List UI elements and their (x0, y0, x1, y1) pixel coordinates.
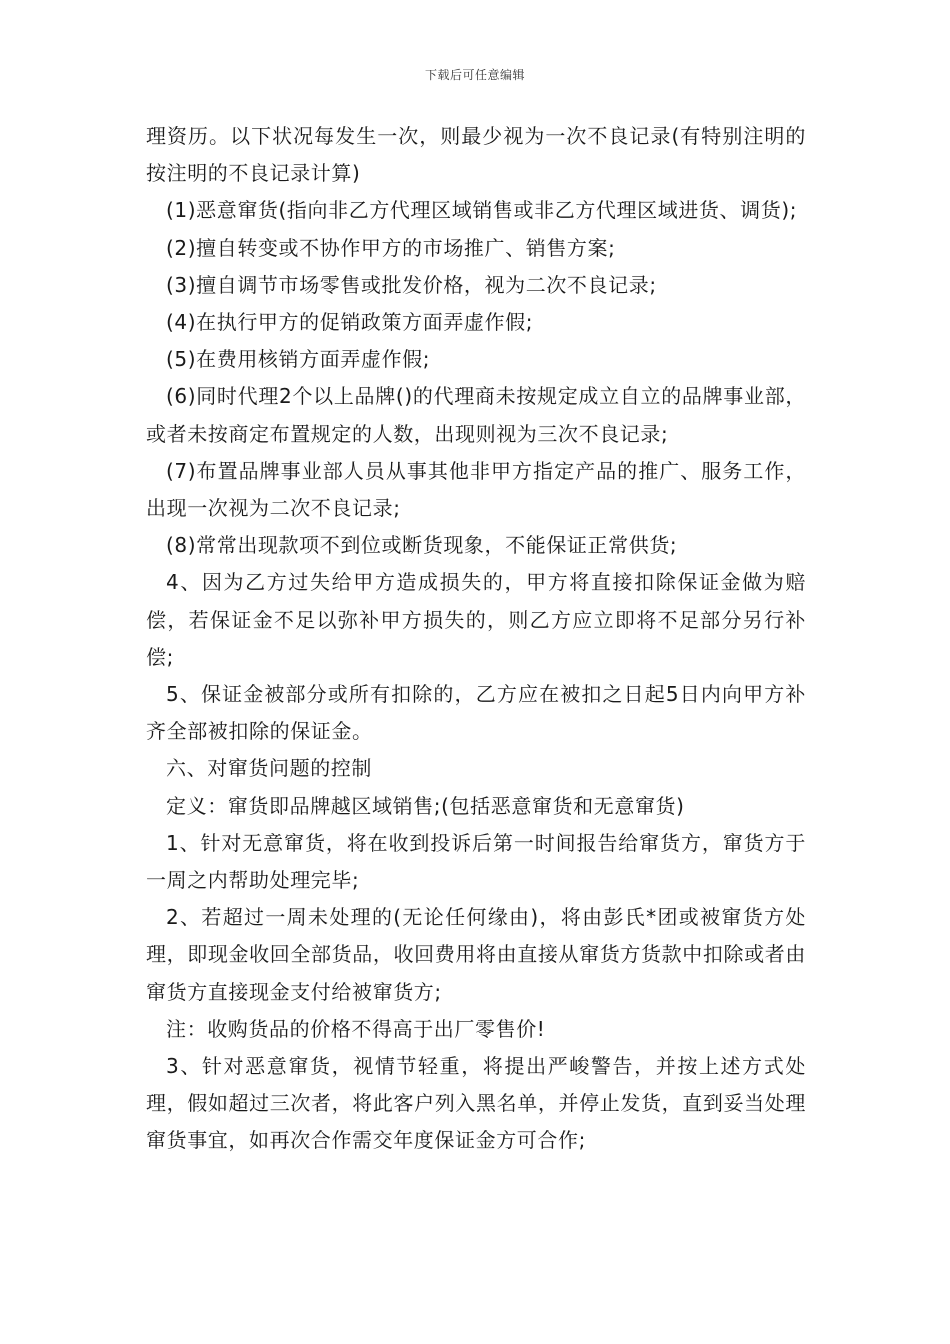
paragraph: 4、因为乙方过失给甲方造成损失的，甲方将直接扣除保证金做为赔偿，若保证金不足以弥补甲方损失的，则乙方应立即将不足部分另行补偿; (146, 570, 806, 669)
paragraph: 3、针对恶意窜货，视情节轻重，将提出严峻警告，并按上述方式处理，假如超过三次者，将此客户列入黑名单，并停止发货，直到妥当处理窜货事宜，如再次合作需交年度保证金方可合作; (146, 1054, 806, 1153)
paragraph: 定义：窜货即品牌越区域销售;(包括恶意窜货和无意窜货) (166, 793, 685, 818)
section-heading: 六、对窜货问题的控制 (166, 756, 372, 781)
paragraph: (8)常常出现款项不到位或断货现象，不能保证正常供货; (166, 533, 678, 558)
paragraph: 2、若超过一周未处理的(无论任何缘由)，将由彭氏*团或被窜货方处理，即现金收回全部货品，收回费用将由直接从窜货方货款中扣除或者由窜货方直接现金支付给被窜货方; (146, 905, 806, 1004)
page-header-note: 下载后可任意编辑 (424, 68, 525, 82)
paragraph: 5、保证金被部分或所有扣除的，乙方应在被扣之日起5日内向甲方补齐全部被扣除的保证金。 (146, 682, 806, 744)
document-body (146, 118, 806, 1160)
paragraph: 注：收购货品的价格不得高于出厂零售价! (166, 1016, 546, 1041)
paragraph: 1、针对无意窜货，将在收到投诉后第一时间报告给窜货方，窜货方于一周之内帮助处理完毕; (146, 830, 806, 893)
paragraph: (7)布置品牌事业部人员从事其他非甲方指定产品的推广、服务工作，出现一次视为二次不良记录; (146, 458, 806, 521)
paragraph: (1)恶意窜货(指向非乙方代理区域销售或非乙方代理区域进货、调货); (166, 198, 798, 223)
paragraph: (3)擅自调节市场零售或批发价格，视为二次不良记录; (166, 272, 657, 297)
paragraph: 理资历。以下状况每发生一次，则最少视为一次不良记录(有特别注明的按注明的不良记录计算) (146, 124, 806, 186)
paragraph: (2)擅自转变或不协作甲方的市场推广、销售方案; (166, 235, 616, 260)
paragraph: (5)在费用核销方面弄虚作假; (166, 347, 431, 372)
paragraph: (6)同时代理2个以上品牌()的代理商未按规定成立自立的品牌事业部，或者未按商定布置规定的人数，出现则视为三次不良记录; (146, 384, 806, 446)
paragraph: (4)在执行甲方的促销政策方面弄虚作假; (166, 310, 534, 335)
